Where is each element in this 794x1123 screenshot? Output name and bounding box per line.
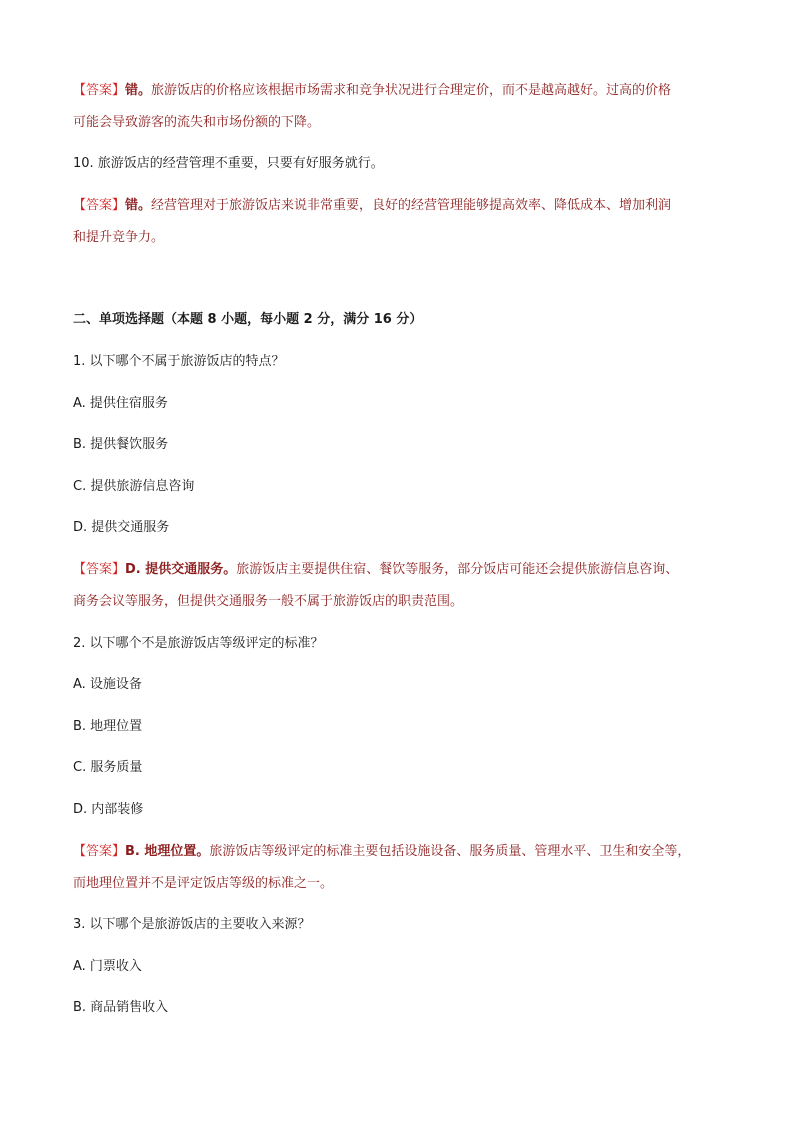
question-text: 2. 以下哪个不是旅游饭店等级评定的标准？ <box>73 636 324 651</box>
answer-explanation: 旅游饭店主要提供住宿、餐饮等服务，部分饭店可能还会提供旅游信息咨询、 <box>236 562 679 577</box>
option-c: C. 服务质量 <box>73 760 143 775</box>
answer-explanation: 旅游饭店的价格应该根据市场需求和竞争状况进行合理定价，而不是越高越好。过高的价格 <box>151 83 672 98</box>
answer-line-continued: 商务会议等服务，但提供交通服务一般不属于旅游饭店的职责范围。 <box>73 594 464 609</box>
answer-verdict: 错。 <box>125 198 152 213</box>
answer-verdict: D. 提供交通服务。 <box>125 562 237 577</box>
question-text: 3. 以下哪个是旅游饭店的主要收入来源？ <box>73 917 311 932</box>
answer-explanation: 经营管理对于旅游饭店来说非常重要，良好的经营管理能够提高效率、降低成本、增加利润 <box>151 198 672 213</box>
answer-line <box>73 843 733 861</box>
option-c: C. 提供旅游信息咨询 <box>73 479 195 494</box>
answer-line-continued: 和提升竞争力。 <box>73 230 165 245</box>
answer-explanation: 旅游饭店等级评定的标准主要包括设施设备、服务质量、管理水平、卫生和安全等， <box>209 844 691 859</box>
option-a: A. 门票收入 <box>73 959 142 974</box>
answer-verdict: 错。 <box>125 83 152 98</box>
question-text: 10. 旅游饭店的经营管理不重要，只要有好服务就行。 <box>73 156 384 171</box>
answer-line-continued: 而地理位置并不是评定饭店等级的标准之一。 <box>73 876 334 891</box>
answer-verdict: B. 地理位置。 <box>125 844 210 859</box>
option-a: A. 提供住宿服务 <box>73 396 168 411</box>
option-b: B. 提供餐饮服务 <box>73 437 169 452</box>
option-b: B. 地理位置 <box>73 719 143 734</box>
option-d: D. 内部装修 <box>73 802 144 817</box>
answer-line-continued: 可能会导致游客的流失和市场份额的下降。 <box>73 115 321 130</box>
section-heading: 二、单项选择题（本题 8 小题，每小题 2 分，满分 16 分） <box>73 312 423 327</box>
answer-tag: 【答案】 <box>73 83 126 98</box>
answer-line <box>73 197 733 215</box>
answer-tag: 【答案】 <box>73 844 126 859</box>
answer-line <box>73 561 733 579</box>
option-b: B. 商品销售收入 <box>73 1000 169 1015</box>
answer-tag: 【答案】 <box>73 198 126 213</box>
option-d: D. 提供交通服务 <box>73 520 170 535</box>
answer-tag: 【答案】 <box>73 562 126 577</box>
option-a: A. 设施设备 <box>73 677 142 692</box>
question-text: 1. 以下哪个不属于旅游饭店的特点？ <box>73 354 285 369</box>
answer-line <box>73 82 733 100</box>
